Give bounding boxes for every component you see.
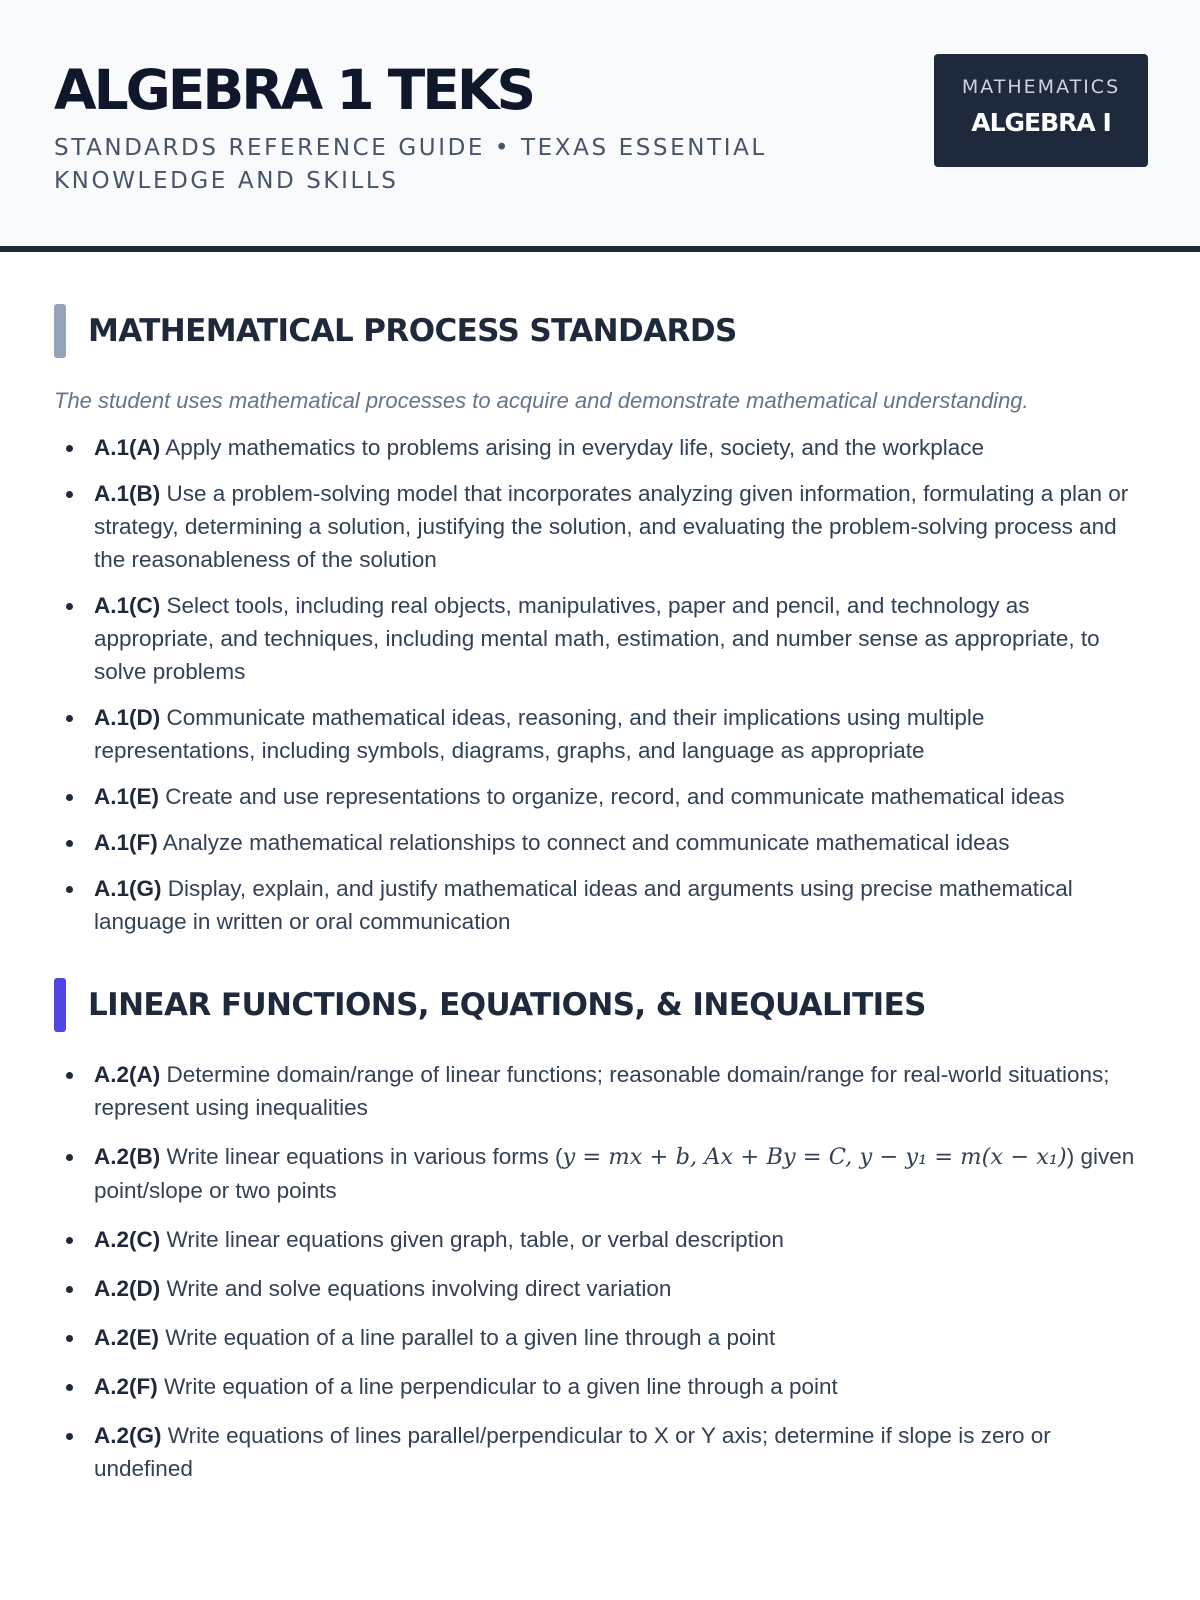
standard-text: Communicate mathematical ideas, reasoning, and their implications using multiple representations, including symbols, diagrams, graphs, and language as appropriate [94,705,985,763]
section-heading [54,304,1146,358]
standard-code: A.1(B) [94,481,161,506]
standard-code: A.2(G) [94,1423,162,1448]
list-item [54,477,1146,576]
list-item [54,1321,1146,1354]
list-item [54,872,1146,938]
standards-list [54,1058,1146,1485]
standard-code: A.2(D) [94,1276,161,1301]
standard-code: A.2(B) [94,1144,161,1169]
standard-text: Analyze mathematical relationships to connect and communicate mathematical ideas [162,830,1010,855]
standard-code: A.1(A) [94,435,161,460]
standard-code: A.1(F) [94,830,158,855]
list-item [54,826,1146,859]
page-title: ALGEBRA 1 TEKS [54,58,534,122]
page-subtitle: STANDARDS REFERENCE GUIDE • TEXAS ESSENTIAL KNOWLEDGE AND SKILLS [54,135,767,194]
math-expression: y = mx + b, Ax + By = C, y − y₁ = m(x − x₁) [562,1144,1067,1170]
standard-code: A.2(A) [94,1062,161,1087]
section-intro: The student uses mathematical processes to acquire and demonstrate mathematical understanding. [54,388,1029,413]
standard-code: A.2(E) [94,1325,160,1350]
section-title: LINEAR FUNCTIONS, EQUATIONS, & INEQUALITIES [88,987,926,1023]
list-item [54,1370,1146,1403]
section-title: MATHEMATICAL PROCESS STANDARDS [88,313,737,349]
section-process-standards [54,304,1146,938]
standard-text: Determine domain/range of linear functions; reasonable domain/range for real-world situations; represent using inequalities [94,1062,1110,1120]
badge-course-label: ALGEBRA I [971,108,1111,137]
standard-code: A.2(C) [94,1227,161,1252]
section-heading [54,978,1146,1032]
standard-code: A.2(F) [94,1374,158,1399]
section-linear-functions [54,978,1146,1485]
standard-text: Select tools, including real objects, manipulatives, paper and pencil, and technology as appropriate, and techniques, including mental math, estimation, and number sense as appropriate, to solve problems [94,593,1100,684]
list-item [54,1272,1146,1305]
standard-text: Write equation of a line perpendicular to a given line through a point [164,1374,838,1399]
standard-text: Display, explain, and justify mathematical ideas and arguments using precise mathematical language in written or oral communication [94,876,1073,934]
list-item [54,589,1146,688]
standards-list [54,431,1146,938]
standard-text-after: ) given point/slope or two points [94,1144,1135,1203]
badge-subject-label: MATHEMATICS [961,76,1121,98]
standard-text: Write linear equations given graph, table, or verbal description [166,1227,784,1252]
page-content [0,252,1200,1485]
standard-text: Apply mathematics to problems arising in everyday life, society, and the workplace [165,435,984,460]
standard-code: A.1(D) [94,705,161,730]
standard-text: Write equations of lines parallel/perpendicular to X or Y axis; determine if slope is zero or undefined [94,1423,1051,1481]
standard-text: Write and solve equations involving direct variation [166,1276,672,1301]
standard-code: A.1(E) [94,784,160,809]
section-accent-bar [54,978,66,1032]
standard-text: Create and use representations to organize, record, and communicate mathematical ideas [165,784,1065,809]
standard-text: Use a problem-solving model that incorporates analyzing given information, formulating a plan or strategy, determining a solution, justifying the solution, and evaluating the problem-solving process and the reasonableness of the solution [94,481,1129,572]
standard-code: A.1(C) [94,593,161,618]
page-header [0,0,1200,252]
list-item [54,1140,1146,1207]
list-item [54,1419,1146,1485]
standard-text-before: Write linear equations in various forms ( [166,1144,563,1169]
list-item [54,1223,1146,1256]
list-item [54,1058,1146,1124]
list-item [54,701,1146,767]
section-accent-bar [54,304,66,358]
list-item [54,431,1146,464]
list-item [54,780,1146,813]
standard-text: Write equation of a line parallel to a given line through a point [165,1325,776,1350]
subject-badge [934,54,1148,167]
standard-code: A.1(G) [94,876,162,901]
